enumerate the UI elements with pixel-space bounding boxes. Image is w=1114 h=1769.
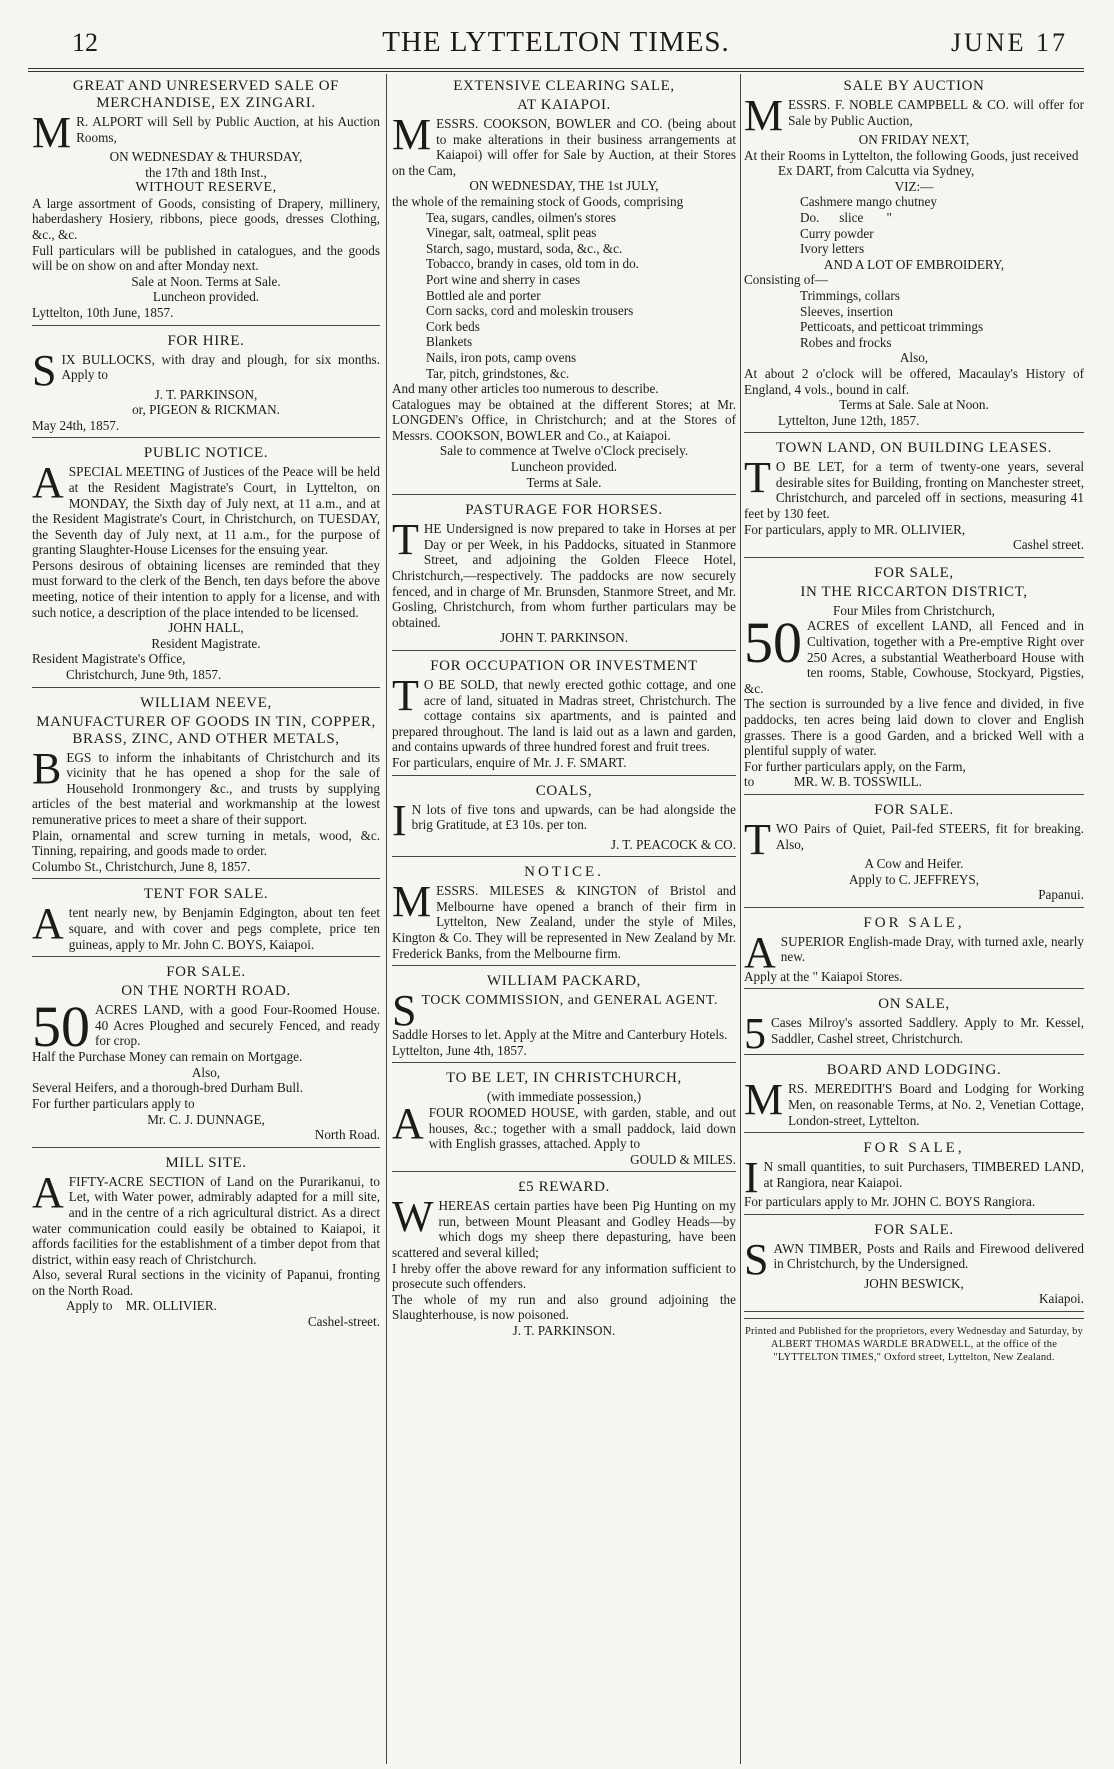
drop-cap: 5 — [744, 1009, 766, 1059]
ad-neeve — [32, 691, 380, 880]
column-right — [744, 74, 1084, 1762]
ad-place: Kaiapoi. — [1038, 1291, 1084, 1307]
ad-text: Also, several Rural sections in the vicinity of Papanui, fronting on the North Road. — [32, 1267, 380, 1298]
ad-text: ESSRS. F. NOBLE CAMPBELL & CO. will offer for Sale by Public Auction, — [788, 97, 1084, 128]
list-item: Corn sacks, cord and moleskin trousers — [426, 303, 634, 319]
ad-text: Persons desirous of obtaining licenses are reminded that they must forward to the clerk of the Bench, ten days before the above meeting, notice of their intention to apply for a license, and with such notice, a description of the place intended to be licensed. — [32, 557, 380, 620]
drop-cap: I — [744, 1153, 759, 1203]
ad-text: O BE SOLD, that newly erected gothic cottage, and one acre of land, situated in Madras street, Christchurch. The cottage contains six apartments, and is painted and prepared throughout. The land is laid out as a lawn and garden, and contains upwards of three hundred forest and fruit trees. — [392, 677, 736, 755]
drop-cap: A — [32, 899, 64, 949]
ad-heading: BOARD AND LODGING. — [826, 1062, 1002, 1079]
ad-heading: FOR SALE. — [166, 964, 246, 981]
list-item: Ivory letters — [800, 241, 865, 257]
ad-text: HEREAS certain parties have been Pig Hunting on my run, between Mount Pleasant and Godley Heads—by which dogs my sheep there depasturing, have been scattered and several killed; — [392, 1198, 736, 1261]
ad-text: Cases Milroy's assorted Saddlery. Apply to Mr. Kessel, Saddler, Cashel street, Christchurch. — [771, 1015, 1084, 1046]
ad-text: For further particulars apply, on the Farm, — [744, 758, 966, 774]
ad-place: Cashel street. — [1012, 537, 1084, 553]
ad-public-notice — [32, 441, 380, 687]
ad-heading: EXTENSIVE CLEARING SALE, — [453, 78, 675, 94]
ad-board-lodging — [744, 1058, 1084, 1133]
ad-text: FIFTY-ACRE SECTION of Land on the Purarikanui, to Let, with Water power, admirably adapted for a mill site, and in the centre of a rich agricultural district. As a direct water communication could easily be obtained to Kaiapoi, it affords facilities for the establishment of a timber depot from that district, within easy reach of Christchurch. — [32, 1173, 380, 1267]
ad-text: And many other articles too numerous to describe. — [392, 381, 659, 397]
ad-packard — [392, 969, 736, 1063]
ad-text: At their Rooms in Lyttelton, the following Goods, just received — [744, 147, 1079, 163]
ad-role: Resident Magistrate. — [151, 635, 261, 651]
ad-text: Resident Magistrate's Office, — [32, 651, 186, 667]
list-item: Nails, iron pots, camp ovens — [426, 349, 577, 365]
ad-heading: PASTURAGE FOR HORSES. — [465, 502, 663, 519]
ad-text: O BE LET, for a term of twenty-one years, several desirable sites for Building, fronting on Manchester street, Christchurch, and parceled off in sections, measuring 41 feet by 130 feet. — [744, 459, 1084, 522]
ad-text: For particulars, apply to MR. OLLIVIER, — [744, 521, 966, 537]
drop-cap: S — [744, 1234, 769, 1284]
ad-text: the whole of the remaining stock of Goods, comprising — [392, 193, 684, 209]
ad-text: Apply at the " Kaiapoi Stores. — [744, 968, 903, 984]
ad-place: Papanui. — [1038, 887, 1084, 903]
ad-text: ESSRS. COOKSON, BOWLER and CO. (being about to make alterations in their business arrangements at Kaiapoi) will offer for Sale by Auction, at their Stores on the Cam, — [392, 116, 736, 178]
ad-dray — [744, 911, 1084, 990]
ad-text: The whole of my run and also ground adjoining the Slaughterhouse, is now poisoned. — [392, 1291, 736, 1323]
ad-date: Lyttelton, June 4th, 1857. — [392, 1042, 527, 1058]
ad-text: ACRES LAND, with a good Four-Roomed House. 40 Acres Ploughed and securely Fenced, and ready for crop. — [95, 1002, 380, 1049]
ad-saddlery — [744, 992, 1084, 1059]
drop-cap: 50 — [744, 610, 802, 676]
drop-cap: T — [744, 453, 771, 503]
ad-heading: TOWN LAND, ON BUILDING LEASES. — [775, 440, 1053, 457]
ad-reward — [392, 1175, 736, 1342]
drop-cap: T — [392, 671, 419, 720]
ad-subheading: ON THE NORTH ROAD. — [121, 983, 291, 1000]
list-item: Do. slice " — [800, 209, 892, 225]
ad-sale-by-auction — [744, 74, 1084, 433]
drop-cap: A — [32, 1167, 64, 1217]
drop-cap: S — [32, 345, 57, 395]
masthead-rule — [28, 68, 1084, 72]
ad-text: A Cow and Heifer. — [864, 855, 964, 871]
drop-cap: 50 — [32, 994, 90, 1060]
ad-subheading: Four Miles from Christchurch, — [833, 602, 995, 618]
goods-list — [392, 210, 736, 382]
ad-text: RS. MEREDITH'S Board and Lodging for Working Men, on reasonable Terms, at No. 2, Venetian Cottage, London-street, Lyttelton. — [788, 1081, 1084, 1128]
ad-text: Ex DART, from Calcutta via Sydney, — [778, 163, 975, 179]
ad-heading: NOTICE. — [524, 864, 604, 881]
list-item: Petticoats, and petticoat trimmings — [800, 319, 984, 335]
list-item: Port wine and sherry in cases — [426, 271, 581, 287]
ad-sawn-timber — [744, 1218, 1084, 1312]
ad-text: ON FRIDAY NEXT, — [858, 132, 970, 147]
ad-heading: FOR SALE, — [863, 1140, 965, 1157]
ad-heading: FOR SALE. — [874, 1221, 954, 1238]
ad-name: MR. W. B. TOSSWILL. — [793, 774, 922, 790]
ad-heading: FOR SALE, — [874, 564, 954, 581]
ad-text: to — [744, 774, 755, 790]
ad-signer: JOHN T. PARKINSON. — [500, 630, 628, 646]
ad-text: Catalogues may be obtained at the different Stores; at Mr. LONGDEN's Office, in Christchurch; and at the Stores of Messrs. COOKSON, BOWLER and Co., at Kaiapoi. — [392, 396, 736, 443]
ad-text: ON WEDNESDAY & THURSDAY, — [109, 149, 303, 164]
ad-text: Apply to — [66, 1298, 113, 1314]
ad-text: For particulars, enquire of Mr. J. F. SMART. — [392, 754, 627, 770]
ad-timbered-land — [744, 1136, 1084, 1215]
column-middle — [392, 74, 736, 1762]
ad-subheading: (with immediate possession,) — [486, 1089, 642, 1105]
ad-text: ON WEDNESDAY, THE 1st JULY, — [469, 178, 659, 194]
list-item: Tobacco, brandy in cases, old tom in do. — [426, 256, 639, 272]
ad-text: FOUR ROOMED HOUSE, with garden, stable, and out houses, &c.; together with a small paddock, laid down with English grasses, attached. Apply to — [428, 1104, 736, 1152]
ad-date: May 24th, 1857. — [32, 417, 120, 433]
list-item: Starch, sago, mustard, soda, &c., &c. — [426, 240, 623, 256]
ad-heading: FOR OCCUPATION OR INVESTMENT — [430, 658, 698, 674]
ad-heading: FOR SALE. — [874, 801, 954, 818]
ad-heading: SALE BY AUCTION — [843, 78, 985, 94]
ad-riccarton — [744, 561, 1084, 795]
ad-heading: WILLIAM PACKARD, — [486, 973, 642, 990]
ad-signer: J. T. PARKINSON. — [512, 1323, 616, 1339]
ad-pasturage — [392, 498, 736, 651]
ad-text: TOCK COMMISSION, and GENERAL AGENT. — [421, 993, 718, 1009]
ad-text: Sale at Noon. Terms at Sale. — [131, 273, 281, 289]
ad-text: VIZ:— — [894, 178, 934, 194]
ad-text: Also, — [191, 1064, 221, 1080]
drop-cap: S — [392, 986, 417, 1036]
drop-cap: T — [744, 814, 771, 864]
ad-subheading: IN THE RICCARTON DISTRICT, — [800, 583, 1028, 600]
drop-cap: A — [392, 1098, 424, 1148]
list-item: Vinegar, salt, oatmeal, split peas — [426, 225, 597, 241]
ad-text: the 17th and 18th Inst., — [145, 164, 267, 180]
ad-text: I hreby offer the above reward for any information sufficient to prosecute such offenders. — [392, 1260, 736, 1292]
ad-signer: JOHN BESWICK, — [864, 1275, 964, 1291]
drop-cap: M — [392, 877, 432, 927]
ad-subheading: MANUFACTURER OF GOODS IN TIN, COPPER, BRASS, ZINC, AND OTHER METALS, — [36, 713, 376, 747]
ad-text: N lots of five tons and upwards, can be had alongside the brig Gratitude, at £3 10s. per ton. — [411, 801, 736, 833]
ad-text: The section is surrounded by a live fence and divided, in five paddocks, ten acres being laid down to clover and English grasses. There is a good Garden, and a bricked Well with a plentiful supply of water. — [744, 696, 1084, 759]
ad-text: WO Pairs of Quiet, Pail-fed STEERS, fit for breaking. Also, — [775, 820, 1084, 852]
ad-date: Lyttelton, 10th June, 1857. — [32, 304, 174, 320]
ad-heading: WILLIAM NEEVE, — [140, 694, 272, 711]
list-item: Cashmere mango chutney — [800, 194, 937, 210]
ad-occupation — [392, 654, 736, 776]
newspaper-title: THE LYTTELTON TIMES. — [382, 26, 730, 58]
ad-heading: MILL SITE. — [165, 1154, 247, 1171]
ad-notice-mileses — [392, 860, 736, 966]
ad-text: Consisting of— — [744, 272, 828, 288]
ad-text: AWN TIMBER, Posts and Rails and Firewood delivered in Christchurch, by the Undersigned. — [773, 1240, 1084, 1272]
drop-cap: T — [392, 515, 419, 565]
ad-text: For particulars apply to Mr. JOHN C. BOYS Rangiora. — [744, 1194, 1036, 1210]
ad-text: Saddle Horses to let. Apply at the Mitre and Canterbury Hotels. — [392, 1027, 728, 1043]
ad-place: Cashel-street. — [307, 1314, 380, 1330]
ad-for-hire — [32, 329, 380, 439]
ad-text: A large assortment of Goods, consisting of Drapery, millinery, haberdashery Hosiery, ribbons, piece goods, dresses Clothing, &c., &c. — [32, 195, 380, 242]
ad-to-let — [392, 1066, 736, 1172]
ad-heading: PUBLIC NOTICE. — [143, 445, 269, 462]
ad-text: Luncheon provided. — [510, 459, 618, 475]
ad-text: EGS to inform the inhabitants of Christchurch and its vicinity that he has opened a shop for the sale of Household Ironmongery &c., and trusts by supplying articles of the best material and workmanship at the lowest remunerative prices to meet a share of their support. — [32, 749, 380, 827]
ad-text: ACRES of excellent LAND, all Fenced and in Cultivation, together with a Pre-emptive Right over 250 Acres, a substantial Weatherboard House with ten rooms, Stable, Cowhouse, Stockyard, Pigsties, &c. — [744, 618, 1084, 696]
ad-heading: FOR SALE, — [863, 914, 965, 931]
ad-date: Christchurch, June 9th, 1857. — [66, 667, 222, 683]
ad-text: Also, — [899, 350, 929, 366]
list-item: Bottled ale and porter — [426, 287, 541, 303]
ad-name: or, PIGEON & RICKMAN. — [132, 402, 280, 418]
ad-text: At about 2 o'clock will be offered, Macaulay's History of England, 4 vols., bound in calf. — [744, 365, 1084, 397]
ad-signer: J. T. PEACOCK & CO. — [610, 836, 736, 852]
drop-cap: M — [32, 108, 72, 157]
ad-heading: GREAT AND UNRESERVED SALE OF MERCHANDISE, EX ZINGARI. — [72, 78, 340, 111]
ad-subheading: AT KAIAPOI. — [517, 97, 611, 113]
ad-text: N small quantities, to suit Purchasers, TIMBERED LAND, at Rangiora, near Kaiapoi. — [763, 1159, 1084, 1190]
list-item: Sleeves, insertion — [800, 303, 894, 319]
ad-heading: £5 REWARD. — [518, 1179, 610, 1196]
drop-cap: M — [744, 91, 784, 140]
ad-tent — [32, 882, 380, 957]
ad-steers — [744, 798, 1084, 908]
ad-text: Half the Purchase Money can remain on Mortgage. — [32, 1049, 303, 1065]
list-item: Trimmings, collars — [800, 287, 900, 303]
ad-text: Sale to commence at Twelve o'Clock precisely. — [439, 443, 689, 459]
ad-text: Full particulars will be published in catalogues, and the goods will be on show on and after Monday next. — [32, 242, 380, 274]
ad-heading: FOR HIRE. — [167, 332, 245, 349]
ad-text: Plain, ornamental and screw turning in metals, wood, &c. Tinning, repairing, and goods made to order. — [32, 827, 380, 859]
ad-text: R. ALPORT will Sell by Public Auction, at his Auction Rooms, — [76, 114, 380, 145]
ad-text: ESSRS. MILESES & KINGTON of Bristol and Melbourne have opened a branch of their firm in Lyttelton, New Zealand, under the style of Miles, Kington & Co. They will be represented in New Zealand by Mr. Frederick Banks, from the Melbourne firm. — [392, 883, 736, 961]
drop-cap: B — [32, 743, 62, 793]
ad-coals — [392, 779, 736, 858]
ad-name: J. T. PARKINSON, — [154, 386, 258, 402]
masthead — [28, 22, 1084, 62]
ad-date: Columbo St., Christchurch, June 8, 1857. — [32, 858, 251, 874]
drop-cap: A — [32, 458, 64, 508]
ad-text: AND A LOT OF EMBROIDERY, — [823, 256, 1005, 272]
ad-town-land — [744, 436, 1084, 558]
ad-name: Mr. C. J. DUNNAGE, — [147, 1111, 265, 1127]
drop-cap: M — [392, 110, 432, 159]
ad-text: SPECIAL MEETING of Justices of the Peace will be held at the Resident Magistrate's Court, in Lyttelton, on MONDAY, the Sixth day of July next, at 11 a.m., and at the Resident Magistrate's Court, in Christchurch, on TUESDAY, the Seventh day of July next, at 11 a.m., for the purpose of granting Slaughter-House Licenses for the ensuing year. — [32, 464, 380, 558]
ad-text: IX BULLOCKS, with dray and plough, for six months. Apply to — [61, 351, 380, 383]
column-divider — [386, 74, 387, 1764]
ad-text: For further particulars apply to — [32, 1095, 195, 1111]
ad-clearing-sale — [392, 74, 736, 495]
ad-mill-site — [32, 1151, 380, 1334]
list-item: Blankets — [426, 334, 473, 350]
drop-cap: M — [744, 1075, 784, 1125]
list-item: Cork beds — [426, 318, 480, 334]
column-divider — [740, 74, 741, 1764]
page-number: 12 — [72, 28, 98, 57]
ad-text: WITHOUT RESERVE, — [135, 180, 277, 196]
drop-cap: I — [392, 795, 407, 845]
ad-heading: ON SALE, — [878, 996, 950, 1013]
list-item: Curry powder — [800, 225, 874, 241]
ad-heading: COALS, — [535, 782, 593, 799]
ad-heading: TO BE LET, IN CHRISTCHURCH, — [446, 1070, 682, 1087]
ad-text: Terms at Sale. — [526, 474, 602, 490]
ad-text: Terms at Sale. Sale at Noon. — [839, 397, 989, 413]
ad-name: MR. OLLIVIER. — [125, 1298, 217, 1314]
ad-signer: JOHN HALL, — [168, 620, 244, 636]
ad-alport-sale — [32, 74, 380, 326]
ad-text: Apply to C. JEFFREYS, — [848, 871, 980, 887]
printer-imprint: Printed and Published for the proprietors, every Wednesday and Saturday, by ALBERT THOMAS WARDLE BRADWELL, at the office of the "LYTTELTON TIMES," Oxford street, Lyttelton, New Zealand. — [744, 1318, 1084, 1364]
ad-text: Several Heifers, and a thorough-bred Durham Bull. — [32, 1080, 303, 1096]
drop-cap: A — [744, 927, 776, 977]
ad-text: tent nearly new, by Benjamin Edgington, about ten feet square, and with cover and pegs complete, price ten guineas, apply to Mr. John C. BOYS, Kaiapoi. — [68, 905, 380, 952]
ad-signer: GOULD & MILES. — [630, 1151, 736, 1167]
issue-date: JUNE 17 — [950, 28, 1068, 57]
ad-heading: TENT FOR SALE. — [143, 886, 269, 903]
ad-text: SUPERIOR English-made Dray, with turned axle, nearly new. — [780, 933, 1084, 965]
ad-text: HE Undersigned is now prepared to take in Horses at per Day or per Week, in his Paddocks, situated in Stanmore Street, and adjoining the Golden Fleece Hotel, Christchurch,—respectively. The paddocks are now securely fenced, and in charge of Mr. Brunsden, Stanmore Street, and Mr. Gosling, Christchurch, from whom further particulars may be obtained. — [392, 521, 736, 630]
column-left — [32, 74, 380, 1762]
ad-north-road — [32, 960, 380, 1148]
ad-text: Luncheon provided. — [152, 289, 260, 305]
list-item: Tar, pitch, grindstones, &c. — [426, 365, 570, 381]
list-item: Tea, sugars, candles, oilmen's stores — [426, 209, 617, 225]
ad-date: Lyttelton, June 12th, 1857. — [778, 412, 920, 428]
drop-cap: W — [392, 1192, 434, 1242]
ad-place: North Road. — [314, 1127, 380, 1143]
list-item: Robes and frocks — [800, 334, 892, 350]
